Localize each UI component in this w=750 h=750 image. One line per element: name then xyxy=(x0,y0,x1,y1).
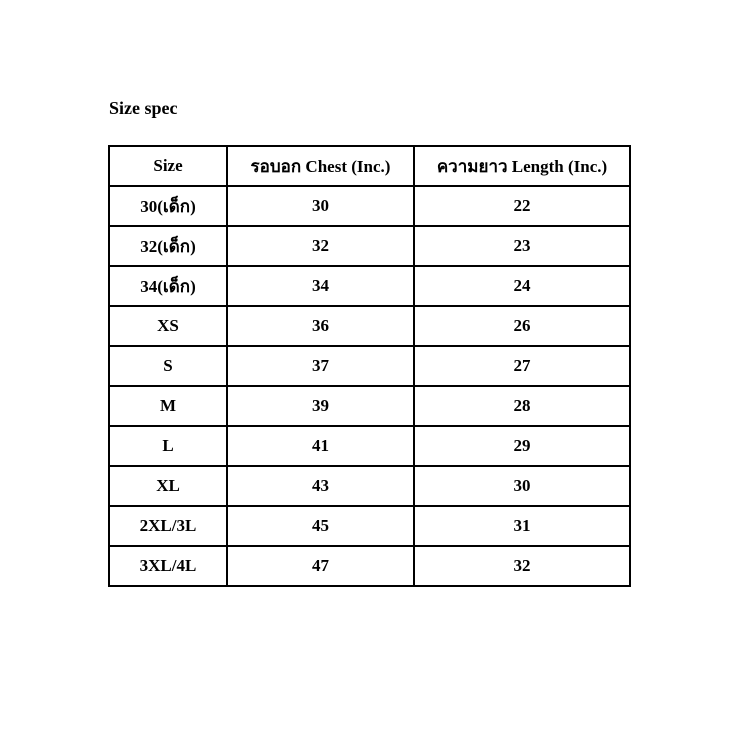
size-cell: XS xyxy=(109,306,227,346)
size-cell: S xyxy=(109,346,227,386)
chest-cell: 45 xyxy=(227,506,414,546)
table-row xyxy=(109,546,630,586)
size-cell: 30(เด็ก) xyxy=(109,186,227,226)
length-cell: 32 xyxy=(414,546,630,586)
chest-cell: 39 xyxy=(227,386,414,426)
column-header-size: Size xyxy=(109,146,227,186)
chest-cell: 43 xyxy=(227,466,414,506)
table-row xyxy=(109,266,630,306)
table-row xyxy=(109,226,630,266)
table-row xyxy=(109,426,630,466)
size-spec-table xyxy=(108,145,631,587)
size-cell: 2XL/3L xyxy=(109,506,227,546)
length-cell: 24 xyxy=(414,266,630,306)
chest-cell: 34 xyxy=(227,266,414,306)
chest-cell: 47 xyxy=(227,546,414,586)
length-cell: 23 xyxy=(414,226,630,266)
length-cell: 30 xyxy=(414,466,630,506)
column-header-chest: รอบอก Chest (Inc.) xyxy=(227,146,414,186)
page-title: Size spec xyxy=(109,98,178,118)
chest-cell: 30 xyxy=(227,186,414,226)
table-row xyxy=(109,186,630,226)
table-row xyxy=(109,306,630,346)
length-cell: 31 xyxy=(414,506,630,546)
table-row xyxy=(109,346,630,386)
size-cell: L xyxy=(109,426,227,466)
length-cell: 26 xyxy=(414,306,630,346)
size-cell: 34(เด็ก) xyxy=(109,266,227,306)
chest-cell: 32 xyxy=(227,226,414,266)
length-cell: 27 xyxy=(414,346,630,386)
length-cell: 28 xyxy=(414,386,630,426)
length-cell: 29 xyxy=(414,426,630,466)
table-row xyxy=(109,506,630,546)
chest-cell: 37 xyxy=(227,346,414,386)
chest-cell: 41 xyxy=(227,426,414,466)
size-cell: XL xyxy=(109,466,227,506)
length-cell: 22 xyxy=(414,186,630,226)
column-header-length: ความยาว Length (Inc.) xyxy=(414,146,630,186)
table-row xyxy=(109,386,630,426)
chest-cell: 36 xyxy=(227,306,414,346)
table-header-row xyxy=(109,146,630,186)
size-cell: 3XL/4L xyxy=(109,546,227,586)
table-row xyxy=(109,466,630,506)
size-cell: 32(เด็ก) xyxy=(109,226,227,266)
size-cell: M xyxy=(109,386,227,426)
